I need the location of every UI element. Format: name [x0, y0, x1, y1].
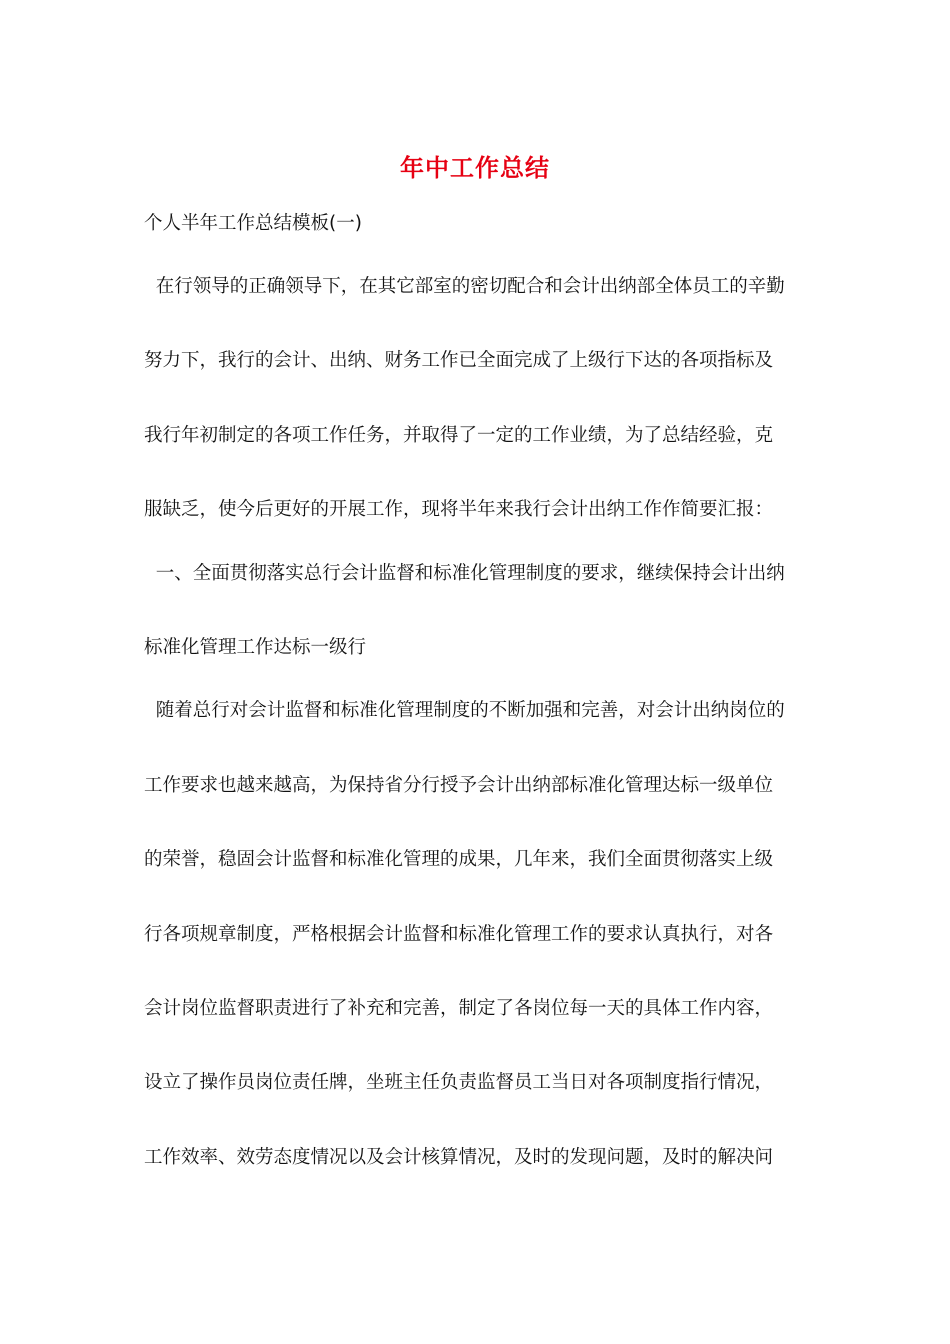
- paragraph-line: 工作效率、效劳态度情况以及会计核算情况，及时的发现问题，及时的解决问: [144, 1147, 774, 1168]
- paragraph-line: 随着总行对会计监督和标准化管理制度的不断加强和完善，对会计出纳岗位的: [144, 700, 785, 721]
- paragraph-line: 会计岗位监督职责进行了补充和完善，制定了各岗位每一天的具体工作内容，: [144, 998, 774, 1019]
- document-title: 年中工作总结: [400, 154, 550, 182]
- paragraph-line: 行各项规章制度，严格根据会计监督和标准化管理工作的要求认真执行，对各: [144, 924, 774, 945]
- paragraph-line: 服缺乏，使今后更好的开展工作，现将半年来我行会计出纳工作作简要汇报：: [144, 499, 774, 520]
- paragraph-line: 我行年初制定的各项工作任务，并取得了一定的工作业绩，为了总结经验，克: [144, 425, 774, 446]
- paragraph-line: 在行领导的正确领导下，在其它部室的密切配合和会计出纳部全体员工的辛勤: [144, 276, 785, 297]
- paragraph-line: 工作要求也越来越高，为保持省分行授予会计出纳部标准化管理达标一级单位: [144, 775, 774, 796]
- paragraph-line: 的荣誉，稳固会计监督和标准化管理的成果，几年来，我们全面贯彻落实上级: [144, 849, 774, 870]
- section-heading-line: 标准化管理工作达标一级行: [144, 637, 367, 658]
- paragraph-line: 努力下，我行的会计、出纳、财务工作已全面完成了上级行下达的各项指标及: [144, 350, 774, 371]
- paragraph-line: 设立了操作员岗位责任牌，坐班主任负责监督员工当日对各项制度指行情况，: [144, 1072, 774, 1093]
- document-subtitle: 个人半年工作总结模板(一): [144, 213, 362, 234]
- section-heading-line: 一、全面贯彻落实总行会计监督和标准化管理制度的要求，继续保持会计出纳: [144, 563, 785, 584]
